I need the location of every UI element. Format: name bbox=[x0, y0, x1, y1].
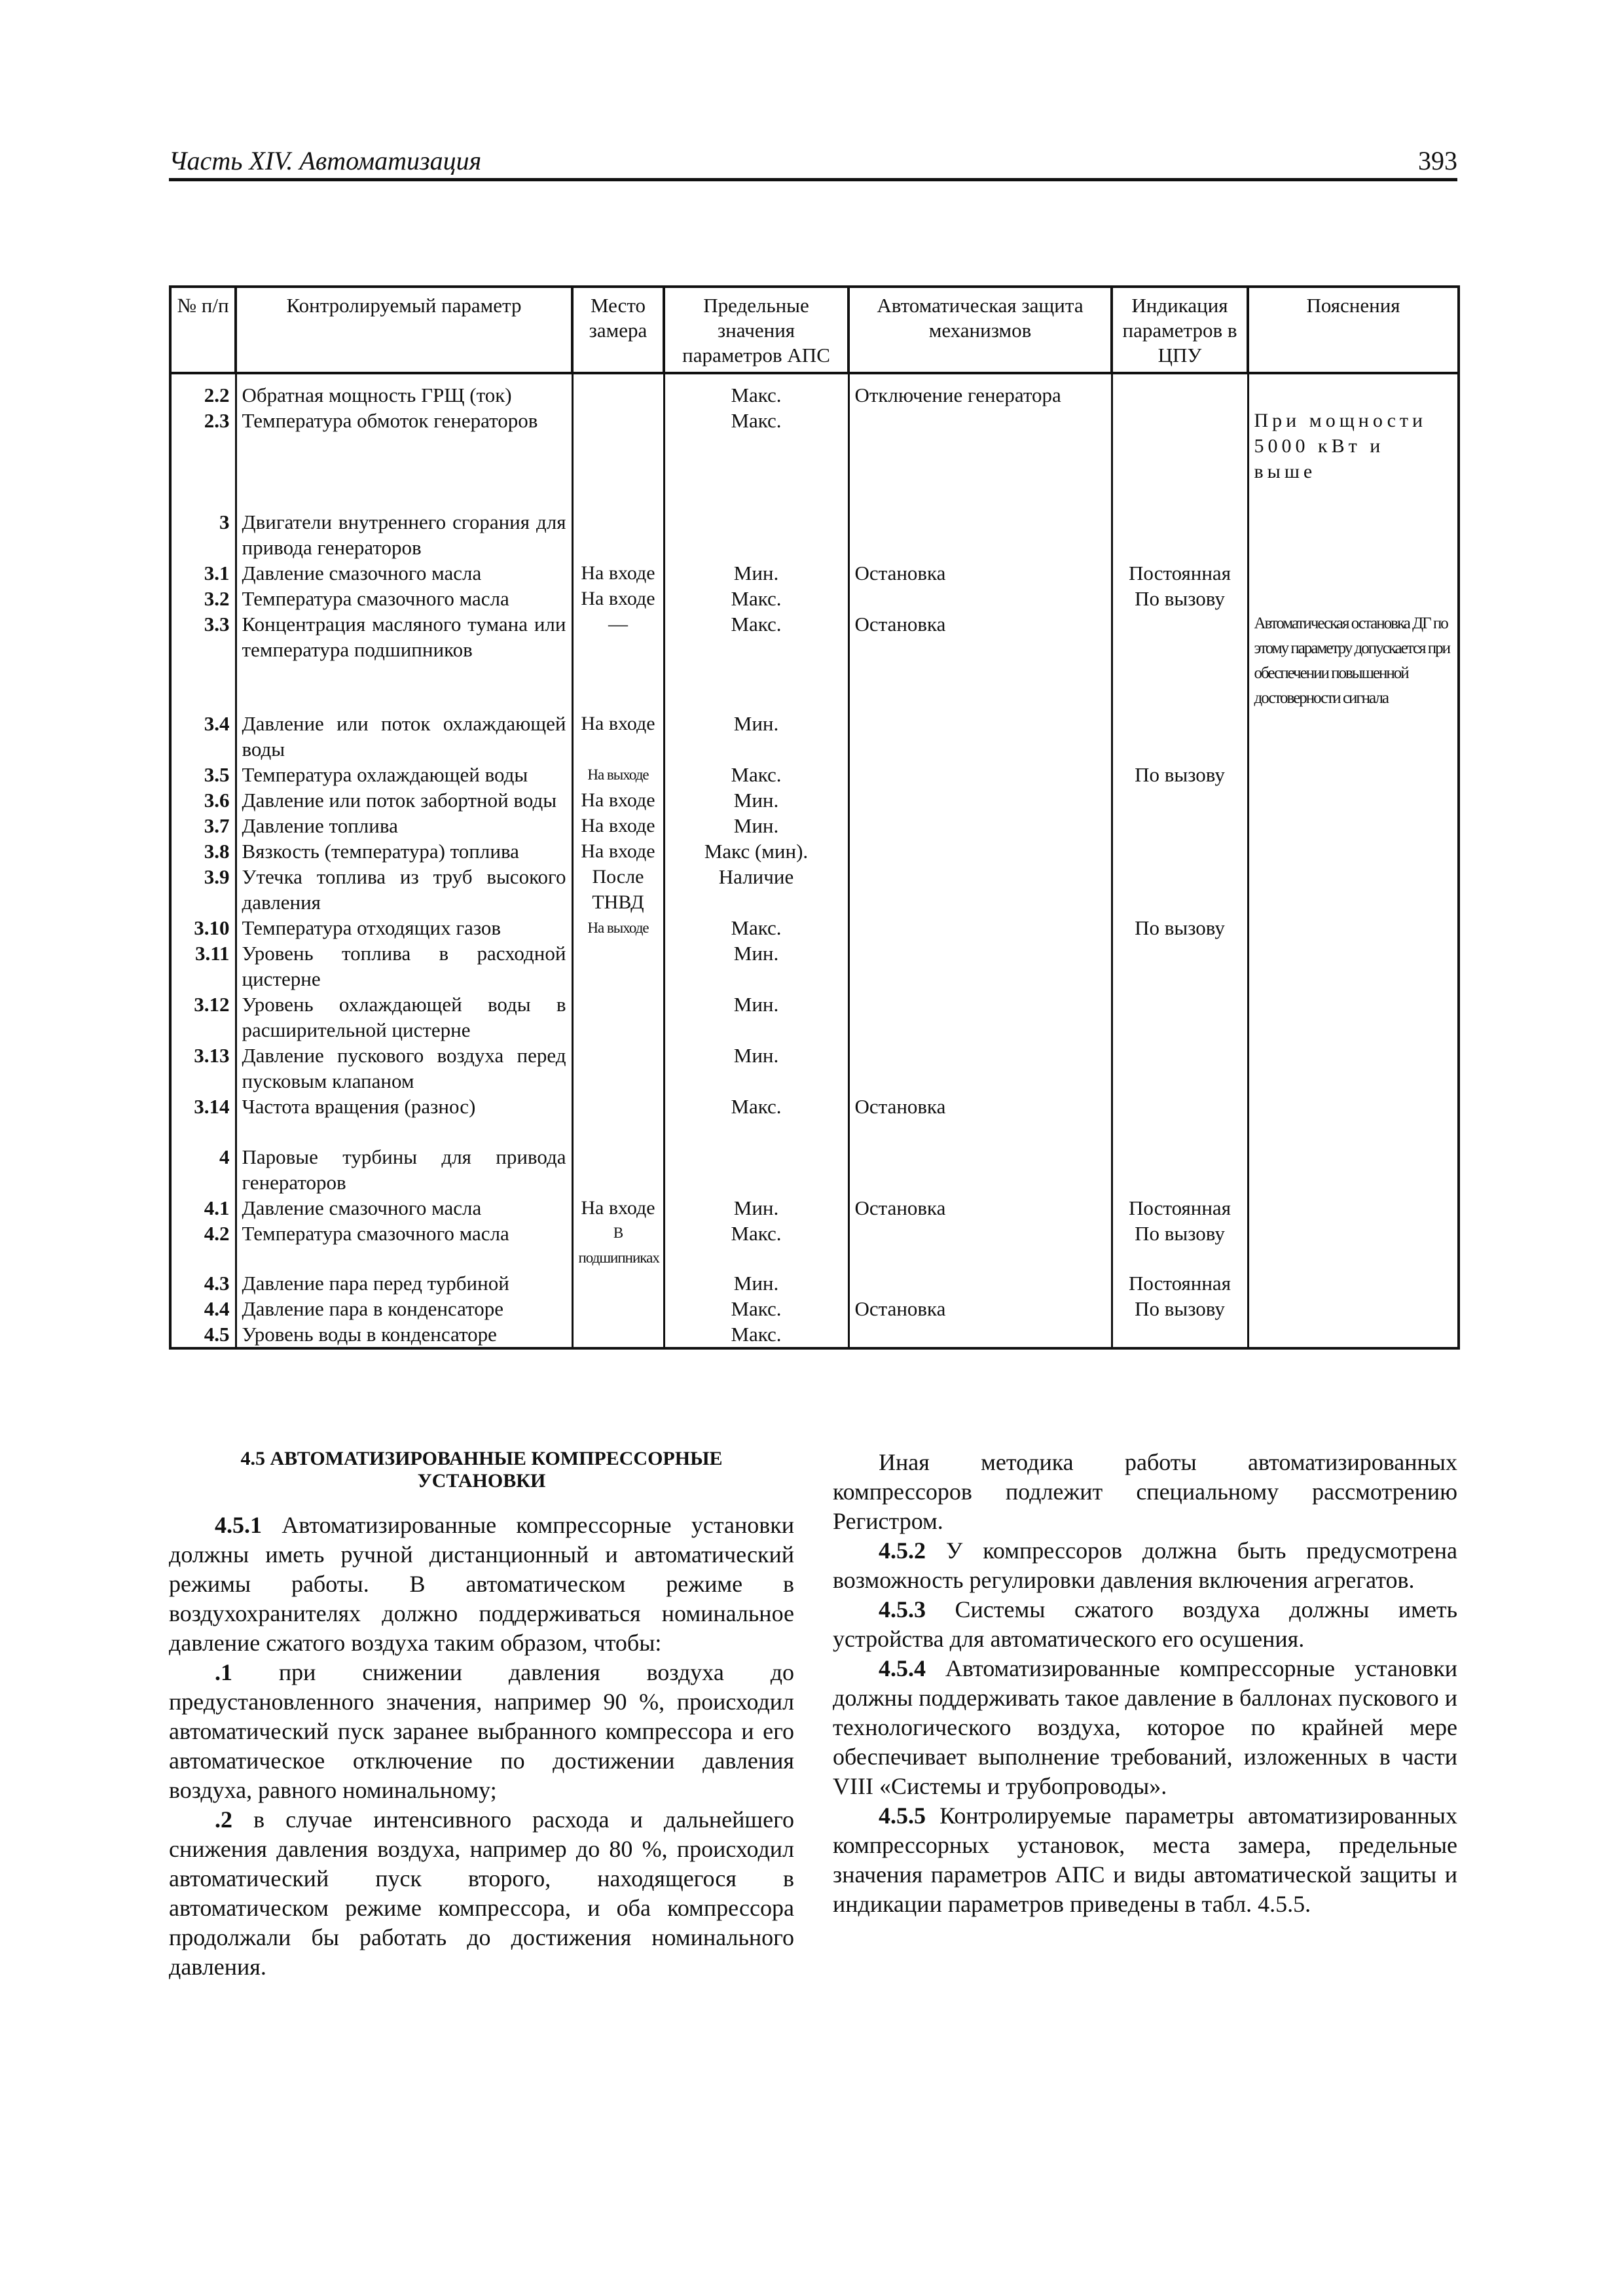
table-row bbox=[170, 1144, 1459, 1195]
row-indication bbox=[1112, 838, 1248, 864]
row-parameter: Частота вращения (разнос) bbox=[236, 1094, 572, 1119]
row-limit: Макс. bbox=[664, 382, 848, 408]
row-indication bbox=[1112, 1321, 1248, 1348]
row-indication bbox=[1112, 992, 1248, 1043]
row-indication: Постоянная bbox=[1112, 560, 1248, 586]
row-note bbox=[1248, 1296, 1459, 1321]
row-number: 3.7 bbox=[170, 813, 236, 838]
row-number: 3 bbox=[170, 509, 236, 560]
section-heading: 4.5 АВТОМАТИЗИРОВАННЫЕ КОМПРЕССОРНЫЕ УСТАНОВКИ bbox=[240, 1448, 723, 1492]
col-header-number: № п/п bbox=[170, 287, 236, 373]
row-protection bbox=[848, 586, 1112, 611]
row-protection bbox=[848, 992, 1112, 1043]
row-indication: Постоянная bbox=[1112, 1195, 1248, 1221]
table-row bbox=[170, 1094, 1459, 1119]
row-parameter: Давление смазочного масла bbox=[236, 1195, 572, 1221]
table-row bbox=[170, 509, 1459, 560]
col-header-protection: Автоматическая защита механизмов bbox=[848, 287, 1112, 373]
row-indication: По вызову bbox=[1112, 915, 1248, 941]
row-location: В подшипниках bbox=[572, 1221, 664, 1270]
list-item-1 bbox=[169, 1658, 794, 1805]
row-parameter: Двигатели внутреннего сгорания для привода генераторов bbox=[236, 509, 572, 560]
row-note bbox=[1248, 1195, 1459, 1221]
row-limit bbox=[664, 509, 848, 560]
row-protection bbox=[848, 787, 1112, 813]
table-header-row bbox=[170, 287, 1459, 373]
row-protection bbox=[848, 1144, 1112, 1195]
paragraph-4-5-4 bbox=[833, 1654, 1457, 1801]
row-note bbox=[1248, 915, 1459, 941]
row-protection bbox=[848, 1321, 1112, 1348]
row-location bbox=[572, 1094, 664, 1119]
row-location bbox=[572, 941, 664, 992]
row-location: После ТНВД bbox=[572, 864, 664, 915]
row-protection bbox=[848, 838, 1112, 864]
row-note bbox=[1248, 992, 1459, 1043]
row-parameter: Давление пускового воздуха перед пусковым клапаном bbox=[236, 1043, 572, 1094]
row-protection bbox=[848, 915, 1112, 941]
row-indication bbox=[1112, 1043, 1248, 1094]
paragraph-intro: Иная методика работы автоматизированных компрессоров подлежит специальному рассмотрению Регистром. bbox=[833, 1449, 1457, 1534]
col-header-indication: Индикация параметров в ЦПУ bbox=[1112, 287, 1248, 373]
table-row bbox=[170, 787, 1459, 813]
row-limit: Макс. bbox=[664, 408, 848, 484]
paragraph-4-5-2 bbox=[833, 1536, 1457, 1595]
row-location bbox=[572, 1321, 664, 1348]
right-column bbox=[833, 1448, 1457, 1919]
row-number: 4.4 bbox=[170, 1296, 236, 1321]
row-number: 3.9 bbox=[170, 864, 236, 915]
row-location: На выходе bbox=[572, 915, 664, 941]
table-row bbox=[170, 1296, 1459, 1321]
col-header-notes: Пояснения bbox=[1248, 287, 1459, 373]
row-limit bbox=[664, 1144, 848, 1195]
row-indication: Постоянная bbox=[1112, 1270, 1248, 1296]
clause-number: 4.5.3 bbox=[879, 1596, 926, 1623]
row-location bbox=[572, 992, 664, 1043]
item-text: в случае интенсивного расхода и дальнейшего снижения давления воздуха, например до 80 %, происходил автоматический пуск второго, находящегося в автоматическом режиме компрессора, и оба компрессора продолжали бы работать до достижения номинального давления. bbox=[169, 1806, 794, 1980]
row-number: 3.6 bbox=[170, 787, 236, 813]
row-note bbox=[1248, 941, 1459, 992]
clause-text: Автоматизированные компрессорные установки должны поддерживать такое давление в баллонах пускового и технологического воздуха, которое по крайней мере обеспечивает выполнение требований, изложенных в части VIII «Системы и трубопроводы». bbox=[833, 1655, 1457, 1799]
row-limit: Мин. bbox=[664, 941, 848, 992]
row-number: 4.3 bbox=[170, 1270, 236, 1296]
row-indication bbox=[1112, 408, 1248, 484]
row-number: 3.3 bbox=[170, 611, 236, 711]
row-note bbox=[1248, 1321, 1459, 1348]
row-limit: Макс. bbox=[664, 1296, 848, 1321]
row-number: 4.1 bbox=[170, 1195, 236, 1221]
table-row bbox=[170, 864, 1459, 915]
row-location bbox=[572, 408, 664, 484]
row-indication bbox=[1112, 611, 1248, 711]
clause-number: 4.5.2 bbox=[879, 1537, 926, 1564]
row-protection bbox=[848, 762, 1112, 787]
row-protection: Остановка bbox=[848, 1195, 1112, 1221]
row-note bbox=[1248, 509, 1459, 560]
row-note bbox=[1248, 382, 1459, 408]
row-number: 4.5 bbox=[170, 1321, 236, 1348]
row-note bbox=[1248, 1094, 1459, 1119]
col-header-location: Место замера bbox=[572, 287, 664, 373]
row-protection bbox=[848, 1221, 1112, 1270]
row-note bbox=[1248, 762, 1459, 787]
row-location bbox=[572, 1043, 664, 1094]
row-indication bbox=[1112, 813, 1248, 838]
row-note: При мощности 5000 кВт и выше bbox=[1248, 408, 1459, 484]
row-note: Автоматическая остановка ДГ по этому параметру допускается при обеспечении повышенной достоверности сигнала bbox=[1248, 611, 1459, 711]
row-parameter: Давление или поток забортной воды bbox=[236, 787, 572, 813]
row-limit: Мин. bbox=[664, 787, 848, 813]
row-location: На выходе bbox=[572, 762, 664, 787]
row-location: — bbox=[572, 611, 664, 711]
row-note bbox=[1248, 1221, 1459, 1270]
row-protection: Отключение генератора bbox=[848, 382, 1112, 408]
row-parameter: Уровень воды в конденсаторе bbox=[236, 1321, 572, 1348]
row-parameter: Обратная мощность ГРЩ (ток) bbox=[236, 382, 572, 408]
clause-number: 4.5.4 bbox=[879, 1655, 926, 1681]
row-protection bbox=[848, 1043, 1112, 1094]
row-protection bbox=[848, 408, 1112, 484]
paragraph-4-5-1 bbox=[169, 1511, 794, 1658]
row-indication bbox=[1112, 864, 1248, 915]
row-indication bbox=[1112, 1144, 1248, 1195]
row-limit: Наличие bbox=[664, 864, 848, 915]
row-limit: Макс. bbox=[664, 1221, 848, 1270]
row-number: 4.2 bbox=[170, 1221, 236, 1270]
row-note bbox=[1248, 1144, 1459, 1195]
row-protection bbox=[848, 864, 1112, 915]
clause-text: Системы сжатого воздуха должны иметь устройства для автоматического его осушения. bbox=[833, 1596, 1457, 1652]
row-limit: Макс. bbox=[664, 1321, 848, 1348]
row-limit: Макс (мин). bbox=[664, 838, 848, 864]
row-location: На входе bbox=[572, 586, 664, 611]
row-location bbox=[572, 1144, 664, 1195]
row-number: 3.8 bbox=[170, 838, 236, 864]
row-number: 3.12 bbox=[170, 992, 236, 1043]
row-location: На входе bbox=[572, 560, 664, 586]
item-text: при снижении давления воздуха до предустановленного значения, например 90 %, происходил автоматический пуск заранее выбранного компрессора и его автоматическое отключение по достижении давления воздуха, равного номинальному; bbox=[169, 1659, 795, 1803]
row-note bbox=[1248, 586, 1459, 611]
row-parameter: Вязкость (температура) топлива bbox=[236, 838, 572, 864]
col-header-limits: Предельные значения параметров АПС bbox=[664, 287, 848, 373]
row-protection bbox=[848, 509, 1112, 560]
row-protection bbox=[848, 1270, 1112, 1296]
row-protection: Остановка bbox=[848, 611, 1112, 711]
row-location bbox=[572, 509, 664, 560]
row-parameter: Температура смазочного масла bbox=[236, 586, 572, 611]
row-parameter: Температура охлаждающей воды bbox=[236, 762, 572, 787]
row-protection: Остановка bbox=[848, 1296, 1112, 1321]
row-parameter: Паровые турбины для привода генераторов bbox=[236, 1144, 572, 1195]
row-location: На входе bbox=[572, 813, 664, 838]
row-location bbox=[572, 382, 664, 408]
row-limit: Мин. bbox=[664, 560, 848, 586]
row-limit: Мин. bbox=[664, 1195, 848, 1221]
table-row bbox=[170, 1043, 1459, 1094]
row-indication: По вызову bbox=[1112, 1296, 1248, 1321]
table-row bbox=[170, 586, 1459, 611]
row-note bbox=[1248, 838, 1459, 864]
row-number: 4 bbox=[170, 1144, 236, 1195]
item-number: .1 bbox=[215, 1659, 232, 1685]
row-limit: Мин. bbox=[664, 992, 848, 1043]
row-limit: Мин. bbox=[664, 711, 848, 762]
row-number: 2.3 bbox=[170, 408, 236, 484]
row-number: 3.4 bbox=[170, 711, 236, 762]
row-parameter: Уровень топлива в расходной цистерне bbox=[236, 941, 572, 992]
row-indication bbox=[1112, 1094, 1248, 1119]
table-row bbox=[170, 1321, 1459, 1348]
row-location bbox=[572, 1270, 664, 1296]
row-indication: По вызову bbox=[1112, 762, 1248, 787]
table-row bbox=[170, 1270, 1459, 1296]
row-note bbox=[1248, 1043, 1459, 1094]
row-protection bbox=[848, 813, 1112, 838]
row-protection bbox=[848, 711, 1112, 762]
row-number: 3.13 bbox=[170, 1043, 236, 1094]
row-note bbox=[1248, 1270, 1459, 1296]
row-protection: Остановка bbox=[848, 560, 1112, 586]
running-header bbox=[169, 145, 1457, 179]
col-header-parameter: Контролируемый параметр bbox=[236, 287, 572, 373]
row-indication bbox=[1112, 382, 1248, 408]
page-number: 393 bbox=[1418, 146, 1457, 175]
row-note bbox=[1248, 711, 1459, 762]
header-rule bbox=[169, 178, 1457, 181]
table-row bbox=[170, 611, 1459, 711]
clause-number: 4.5.1 bbox=[215, 1512, 262, 1538]
row-parameter: Концентрация масляного тумана или температура подшипников bbox=[236, 611, 572, 711]
item-number: .2 bbox=[215, 1806, 232, 1833]
table-row bbox=[170, 992, 1459, 1043]
row-parameter: Температура отходящих газов bbox=[236, 915, 572, 941]
table-row bbox=[170, 1195, 1459, 1221]
paragraph-4-5-5 bbox=[833, 1801, 1457, 1919]
row-limit: Мин. bbox=[664, 813, 848, 838]
parameters-table bbox=[169, 285, 1460, 1350]
clause-text: Контролируемые параметры автоматизированных компрессорных установок, места замера, предельные значения параметров АПС и виды автоматической защиты и индикации параметров приведены в табл. 4.5.5. bbox=[833, 1803, 1457, 1917]
row-note bbox=[1248, 864, 1459, 915]
paragraph-4-5-3 bbox=[833, 1595, 1457, 1654]
row-protection: Остановка bbox=[848, 1094, 1112, 1119]
row-parameter: Давление пара перед турбиной bbox=[236, 1270, 572, 1296]
row-limit: Макс. bbox=[664, 915, 848, 941]
row-number: 3.10 bbox=[170, 915, 236, 941]
row-location: На входе bbox=[572, 1195, 664, 1221]
row-parameter: Давление или поток охлаждающей воды bbox=[236, 711, 572, 762]
table-row bbox=[170, 941, 1459, 992]
clause-text: Автоматизированные компрессорные установки должны иметь ручной дистанционный и автоматический режимы работы. В автоматическом режиме в воздухохранителях должно поддерживаться номинальное давление сжатого воздуха таким образом, чтобы: bbox=[169, 1512, 795, 1656]
table-row bbox=[170, 1221, 1459, 1270]
row-note bbox=[1248, 560, 1459, 586]
table-row bbox=[170, 813, 1459, 838]
row-limit: Макс. bbox=[664, 762, 848, 787]
clause-number: 4.5.5 bbox=[879, 1803, 926, 1829]
row-note bbox=[1248, 787, 1459, 813]
row-parameter: Утечка топлива из труб высокого давления bbox=[236, 864, 572, 915]
row-limit: Макс. bbox=[664, 586, 848, 611]
row-location bbox=[572, 1296, 664, 1321]
row-number: 2.2 bbox=[170, 382, 236, 408]
row-location: На входе bbox=[572, 787, 664, 813]
running-title: Часть XIV. Автоматизация bbox=[169, 146, 482, 175]
row-number: 3.1 bbox=[170, 560, 236, 586]
row-parameter: Давление пара в конденсаторе bbox=[236, 1296, 572, 1321]
row-note bbox=[1248, 813, 1459, 838]
row-indication bbox=[1112, 787, 1248, 813]
row-location: На входе bbox=[572, 838, 664, 864]
row-limit: Мин. bbox=[664, 1043, 848, 1094]
row-location: На входе bbox=[572, 711, 664, 762]
row-limit: Макс. bbox=[664, 1094, 848, 1119]
row-limit: Макс. bbox=[664, 611, 848, 711]
row-parameter: Уровень охлаждающей воды в расширительной цистерне bbox=[236, 992, 572, 1043]
row-number: 3.11 bbox=[170, 941, 236, 992]
row-number: 3.5 bbox=[170, 762, 236, 787]
left-column bbox=[169, 1448, 794, 1982]
row-protection bbox=[848, 941, 1112, 992]
table-row bbox=[170, 838, 1459, 864]
table-row bbox=[170, 711, 1459, 762]
table-row bbox=[170, 382, 1459, 408]
clause-text: У компрессоров должна быть предусмотрена возможность регулировки давления включения агрегатов. bbox=[833, 1537, 1458, 1593]
row-indication bbox=[1112, 509, 1248, 560]
row-indication: По вызову bbox=[1112, 1221, 1248, 1270]
table-row bbox=[170, 915, 1459, 941]
table-row bbox=[170, 762, 1459, 787]
list-item-2 bbox=[169, 1805, 794, 1982]
row-number: 3.2 bbox=[170, 586, 236, 611]
row-parameter: Температура смазочного масла bbox=[236, 1221, 572, 1270]
row-number: 3.14 bbox=[170, 1094, 236, 1119]
row-indication bbox=[1112, 941, 1248, 992]
row-parameter: Температура обмоток генераторов bbox=[236, 408, 572, 484]
row-indication bbox=[1112, 711, 1248, 762]
row-parameter: Давление топлива bbox=[236, 813, 572, 838]
row-indication: По вызову bbox=[1112, 586, 1248, 611]
row-limit: Мин. bbox=[664, 1270, 848, 1296]
row-parameter: Давление смазочного масла bbox=[236, 560, 572, 586]
table-row bbox=[170, 408, 1459, 484]
table-row bbox=[170, 560, 1459, 586]
